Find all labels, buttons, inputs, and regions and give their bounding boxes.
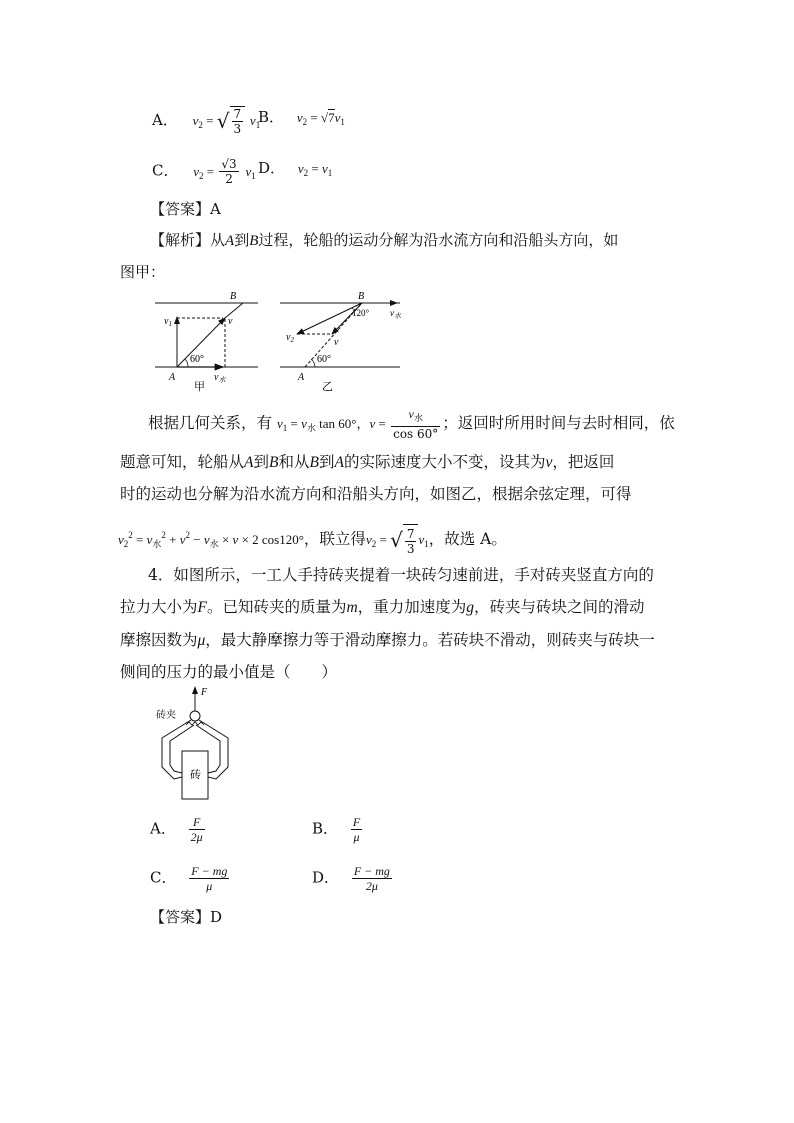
svg-text:B: B xyxy=(230,291,237,302)
option-b: B． $v_2 = √7v_1$ xyxy=(258,108,345,127)
q4-line3: 摩擦因数为μ，最大静摩擦力等于滑动摩擦力。若砖块不滑动，则砖夹与砖块一 xyxy=(120,631,655,649)
svg-text:v水: $v_水$ xyxy=(214,372,226,384)
option-d: D． $v_2 = v_1$ xyxy=(258,159,333,178)
svg-text:B: B xyxy=(358,291,365,302)
svg-text:120°: 120° xyxy=(352,308,370,318)
analysis-line2: 图甲： xyxy=(120,263,166,281)
svg-text:A: A xyxy=(298,372,305,383)
clamp-label: 砖夹 xyxy=(156,710,176,721)
label-yi: 乙 xyxy=(322,381,333,392)
q4-line4: 侧间的压力的最小值是（ ） xyxy=(120,663,338,681)
q4-line2: 拉力大小为F。已知砖夹的质量为m，重力加速度为g，砖夹与砖块之间的滑动 xyxy=(120,598,645,616)
svg-text:v水: $v_水$ xyxy=(390,308,401,320)
q4-option-b: B． $\frac{F}{\mu}$ xyxy=(312,815,361,844)
q4-option-d: D． $\frac{F - mg}{2\mu}$ xyxy=(312,864,390,893)
option-a: A． $v_2$ = √ $\frac{7}{3}$ $v_1$ xyxy=(152,107,261,136)
svg-text:60°: 60° xyxy=(190,354,204,365)
label-jia: 甲 xyxy=(194,381,205,392)
para-line1: 根据几何关系，有 $v_1 = v_水$ tan 60°，v = $\frac{v_水}{\cos 60^\circ}$ ；返回时所用时间与去时相同，依 xyxy=(148,407,675,441)
svg-text:60°: 60° xyxy=(317,354,331,365)
velocity-diagrams xyxy=(150,290,410,392)
svg-text:v: v xyxy=(334,337,339,348)
para-line4: $v_2^2 = v_水^2 + v^2 - v_水 \times v \times 2$ cos120°，联立得$v_2$ = √ $\frac{7}{3}$ $v_1$，故选 A。 xyxy=(118,519,507,560)
svg-text:v1: $v_1$ xyxy=(164,316,172,328)
analysis-line1: 【解析】从A到B过程，轮船的运动分解为沿水流方向和沿船头方向，如 xyxy=(150,231,619,249)
answer-q3: 【答案】A xyxy=(150,200,221,218)
diagram-yi xyxy=(280,291,402,392)
sqrt-7-3: √ $\frac{7}{3}$ xyxy=(217,106,245,136)
para-line3: 时的运动也分解为沿水流方向和沿船头方向，如图乙，根据余弦定理，可得 xyxy=(120,485,632,503)
q4-option-c: C． $\frac{F - mg}{\mu}$ xyxy=(150,864,228,893)
answer-q4: 【答案】D xyxy=(150,908,223,926)
q4-option-a: A． $\frac{F}{2\mu}$ xyxy=(150,815,203,844)
force-label: F xyxy=(201,687,208,698)
svg-text:v: v xyxy=(228,316,233,327)
svg-text:A: A xyxy=(169,372,176,383)
svg-text:v2: $v_2$ xyxy=(286,332,294,344)
option-c: C． $v_2$ = $\frac{√3}{2}$ $v_1$ xyxy=(152,157,256,186)
para-line2: 题意可知，轮船从A到B和从B到A的实际速度大小不变，设其为v，把返回 xyxy=(120,453,615,471)
q4-line1: 4．如图所示，一工人手持砖夹提着一块砖匀速前进，手对砖夹竖直方向的 xyxy=(148,566,654,584)
brick-clamp-figure xyxy=(150,683,270,801)
diagram-jia xyxy=(155,291,258,392)
brick-label: 砖 xyxy=(190,769,201,781)
